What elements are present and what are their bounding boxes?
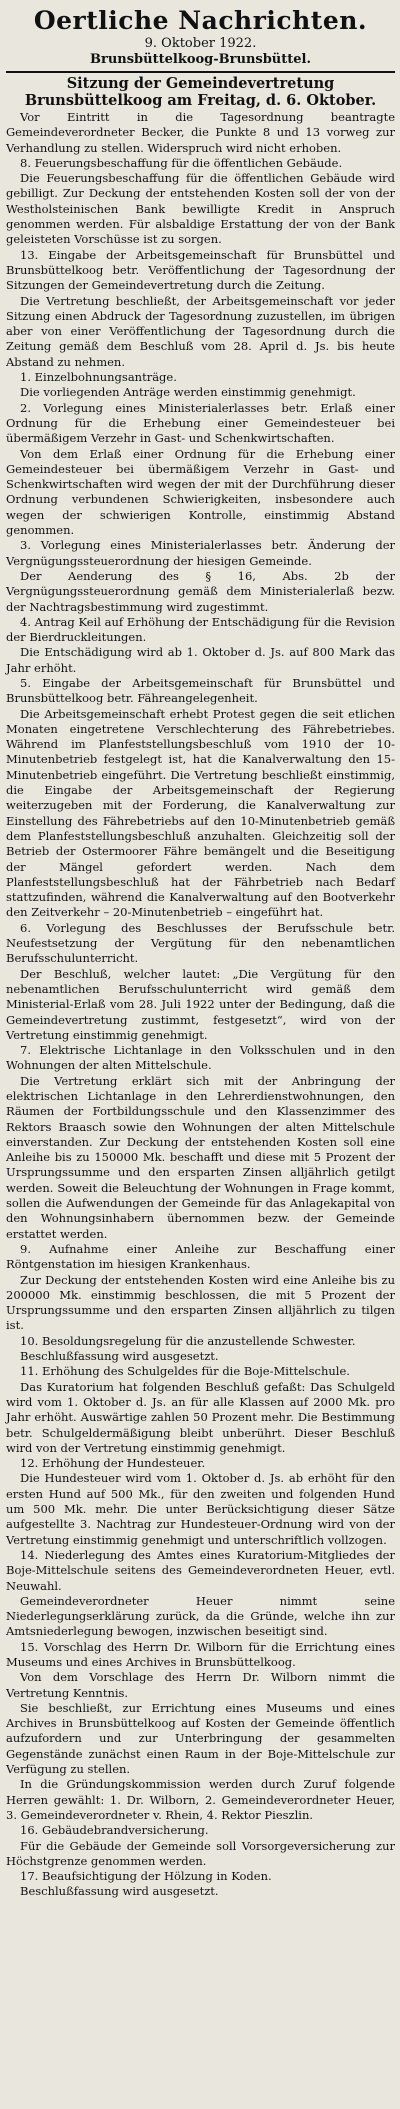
- paragraph: Die Arbeitsgemeinschaft erhebt Protest gegen die seit etlichen Monaten eingetretene Verschlechterung des Fährebetriebes. Während im Planfeststellungsbeschluß vom 1910 der 10-Minutenbetrieb festgelegt ist, hat die Kanalverwaltung den 15-Minutenbetrieb eingeführt. Die Vertretung beschließt einstimmig, die Eingabe der Arbeitsgemeinschaft der Regierung weiterzugeben mit der Forderung, die Kanalverwaltung zur Einstellung des Fährebetriebs auf den 10-Minutenbetrieb gemäß dem Planfeststellungsbeschluß anzuhalten. Gleichzeitig soll der Betrieb der Ostermoorer Fähre bemängelt und die Beseitigung der Mängel gefordert werden. Nach dem Planfeststellungsbeschluß hat der Fährbetrieb nach Bedarf stattzufinden, während die Kanalverwaltung auf den Bootverkehr den Zeitverkehr – 20-Minutenbetrieb – eingeführt hat.: [6, 706, 395, 920]
- article-body: [6, 110, 395, 1900]
- paragraph: Zur Deckung der entstehenden Kosten wird eine Anleihe bis zu 200000 Mk. einstimmig beschlossen, die mit 5 Prozent der Ursprungssumme und den ersparten Zinsen alljährlich zu tilgen ist.: [6, 1272, 395, 1333]
- article-headline: [6, 75, 395, 109]
- paragraph: Das Kuratorium hat folgenden Beschluß gefaßt: Das Schulgeld wird vom 1. Oktober d. Js. an für alle Klassen auf 2000 Mk. pro Jahr erhöht. Auswärtige zahlen 50 Prozent mehr. Die Bestimmung betr. Schulgeldermäßigung bleibt unberührt. Dieser Beschluß wird von der Vertretung einstimmig genehmigt.: [6, 1379, 395, 1455]
- paragraph: 7. Elektrische Lichtanlage in den Volksschulen und in den Wohnungen der alten Mittelschule.: [6, 1043, 395, 1073]
- paragraph: Von dem Erlaß einer Ordnung für die Erhebung einer Gemeindesteuer bei übermäßigem Verzehr in Gast- und Schenkwirtschaften wird wegen der mit der Durchführung dieser Ordnung verbundenen Schwierigkeiten, insbesondere auch wegen der schwierigen Kontrolle, einstimmig Abstand genommen.: [6, 446, 395, 538]
- paragraph: Von dem Vorschlage des Herrn Dr. Wilborn nimmt die Vertretung Kenntnis.: [6, 1670, 395, 1700]
- paragraph: Die Vertretung erklärt sich mit der Anbringung der elektrischen Lichtanlage in den Lehrerdienstwohnungen, den Räumen der Fortbildungsschule und den Klassenzimmer des Rektors Braasch sowie den Wohnungen der alten Mittelschule einverstanden. Zur Deckung der entstehenden Kosten soll eine Anleihe bis zu 150000 Mk. beschafft und diese mit 5 Prozent der Ursprungssumme und den ersparten Zinsen alljährlich getilgt werden. Soweit die Beleuchtung der Wohnungen in Frage kommt, sollen die Aufwendungen der Gemeinde für das Anlagekapital von den Wohnungsinhabern übernommen bezw. der Gemeinde erstattet werden.: [6, 1073, 395, 1241]
- paragraph: Vor Eintritt in die Tagesordnung beantragte Gemeindeverordneter Becker, die Punkte 8 und 13 vorweg zur Verhandlung zu stellen. Widerspruch wird nicht erhoben.: [6, 110, 395, 155]
- paragraph: Die Entschädigung wird ab 1. Oktober d. Js. auf 800 Mark das Jahr erhöht.: [6, 645, 395, 675]
- issue-date: 9. Oktober 1922.: [144, 36, 257, 51]
- paragraph: 9. Aufnahme einer Anleihe zur Beschaffung einer Röntgenstation im hiesigen Krankenhaus.: [6, 1241, 395, 1272]
- paragraph: Für die Gebäude der Gemeinde soll Vorsorgeversicherung zur Höchstgrenze genommen werden.: [6, 1838, 395, 1868]
- paragraph: 15. Vorschlag des Herrn Dr. Wilborn für die Errichtung eines Museums und eines Archives in Brunsbüttelkoog.: [6, 1639, 395, 1669]
- paragraph: 12. Erhöhung der Hundesteuer.: [20, 1456, 206, 1471]
- paragraph: 10. Besoldungsregelung für die anzustellende Schwester.: [20, 1333, 356, 1348]
- paragraph: 14. Niederlegung des Amtes eines Kuratorium-Mitgliedes der Boje-Mittelschule seitens des Gemeindeverordneten Heuer, evtl. Neuwahl.: [6, 1547, 395, 1593]
- paragraph: Die vorliegenden Anträge werden einstimmig genehmigt.: [20, 385, 356, 400]
- paragraph: Die Hundesteuer wird vom 1. Oktober d. Js. ab erhöht für den ersten Hund auf 500 Mk., für den zweiten und folgenden Hund um 500 Mk. mehr. Die unter Berücksichtigung dieser Sätze aufgestellte 3. Nachtrag zur Hundesteuer-Ordnung wird von der Vertretung einstimmig genehmigt und unterschriftlich vollzogen.: [6, 1471, 395, 1547]
- paragraph: 11. Erhöhung des Schulgeldes für die Boje-Mittelschule.: [20, 1364, 350, 1379]
- headline-line-2: Brunsbüttelkoog am Freitag, d. 6. Oktober.: [24, 92, 377, 109]
- paragraph: In die Gründungskommission werden durch Zuruf folgende Herren gewählt: 1. Dr. Wilborn, 2. Gemeindeverordneter Heuer, 3. Gemeindeverordneter v. Rhein, 4. Rektor Pieszlin.: [6, 1777, 395, 1822]
- paragraph: Die Feuerungsbeschaffung für die öffentlichen Gebäude wird gebilligt. Zur Deckung der entstehenden Kosten soll der von der Westholsteinischen Bank bewilligte Kredit in Anspruch genommen werden. Für alsbaldige Erstattung der von der Bank geleisteten Vorschüsse ist zu sorgen.: [6, 171, 395, 247]
- paragraph: 2. Vorlegung eines Ministerialerlasses betr. Erlaß einer Ordnung für die Erhebung einer Gemeindesteuer bei übermäßigem Verzehr in Gast- und Schenkwirtschaften.: [6, 400, 395, 446]
- paragraph: Gemeindeverordneter Heuer nimmt seine Niederlegungserklärung zurück, da die Gründe, welche ihn zur Amtsniederlegung bewogen, inzwischen beseitigt sind.: [6, 1593, 395, 1639]
- divider-rule: [6, 71, 395, 73]
- place-heading: Brunsbüttelkoog-Brunsbüttel.: [90, 52, 311, 67]
- paragraph: Die Vertretung beschließt, der Arbeitsgemeinschaft vor jeder Sitzung einen Abdruck der Tagesordnung zuzustellen, im übrigen aber von einer Veröffentlichung der Tagesordnung durch die Zeitung gemäß dem Beschluß vom 28. April d. Js. bis heute Abstand zu nehmen.: [6, 293, 395, 369]
- paragraph: 6. Vorlegung des Beschlusses der Berufsschule betr. Neufestsetzung der Vergütung für den nebenamtlichen Berufsschulunterricht.: [6, 920, 395, 966]
- paragraph: 4. Antrag Keil auf Erhöhung der Entschädigung für die Revision der Bierdruckleitungen.: [6, 614, 395, 645]
- paragraph: Beschlußfassung wird ausgesetzt.: [20, 1884, 219, 1899]
- section-masthead: Oertliche Nachrichten.: [33, 6, 368, 35]
- paragraph: 3. Vorlegung eines Ministerialerlasses betr. Änderung der Vergnügungssteuerordnung der hiesigen Gemeinde.: [6, 538, 395, 568]
- paragraph: Der Aenderung des § 16, Abs. 2b der Vergnügungssteuerordnung gemäß dem Ministerialerlaß bezw. der Nachtragsbestimmung wird zugestimmt.: [6, 568, 395, 614]
- paragraph: Der Beschluß, welcher lautet: „Die Vergütung für den nebenamtlichen Berufsschulunterricht wird gemäß dem Ministerial-Erlaß vom 28. Juli 1922 unter der Bedingung, daß die Gemeindevertretung zustimmt, festgesetzt“, wird von der Vertretung einstimmig genehmigt.: [6, 966, 395, 1042]
- paragraph: 16. Gebäudebrandversicherung.: [20, 1823, 209, 1838]
- paragraph: 1. Einzelbohnungsanträge.: [20, 370, 177, 385]
- paragraph: 5. Eingabe der Arbeitsgemeinschaft für Brunsbüttel und Brunsbüttelkoog betr. Fähreangelegenheit.: [6, 675, 395, 706]
- paragraph: 13. Eingabe der Arbeitsgemeinschaft für Brunsbüttel und Brunsbüttelkoog betr. Veröffentlichung der Tagesordnung der Sitzungen der Gemeindevertretung durch die Zeitung.: [6, 247, 395, 293]
- paragraph: 17. Beaufsichtigung der Hölzung in Koden.: [20, 1869, 272, 1884]
- paragraph: Sie beschließt, zur Errichtung eines Museums und eines Archives in Brunsbüttelkoog auf Kosten der Gemeinde öffentlich aufzufordern und zur Unterbringung der gesammelten Gegenstände zunächst einen Raum in der Boje-Mittelschule zur Verfügung zu stellen.: [6, 1700, 395, 1777]
- paragraph: 8. Feuerungsbeschaffung für die öffentlichen Gebäude.: [20, 155, 343, 170]
- paragraph: Beschlußfassung wird ausgesetzt.: [20, 1349, 219, 1364]
- headline-line-1: Sitzung der Gemeindevertretung: [66, 75, 335, 92]
